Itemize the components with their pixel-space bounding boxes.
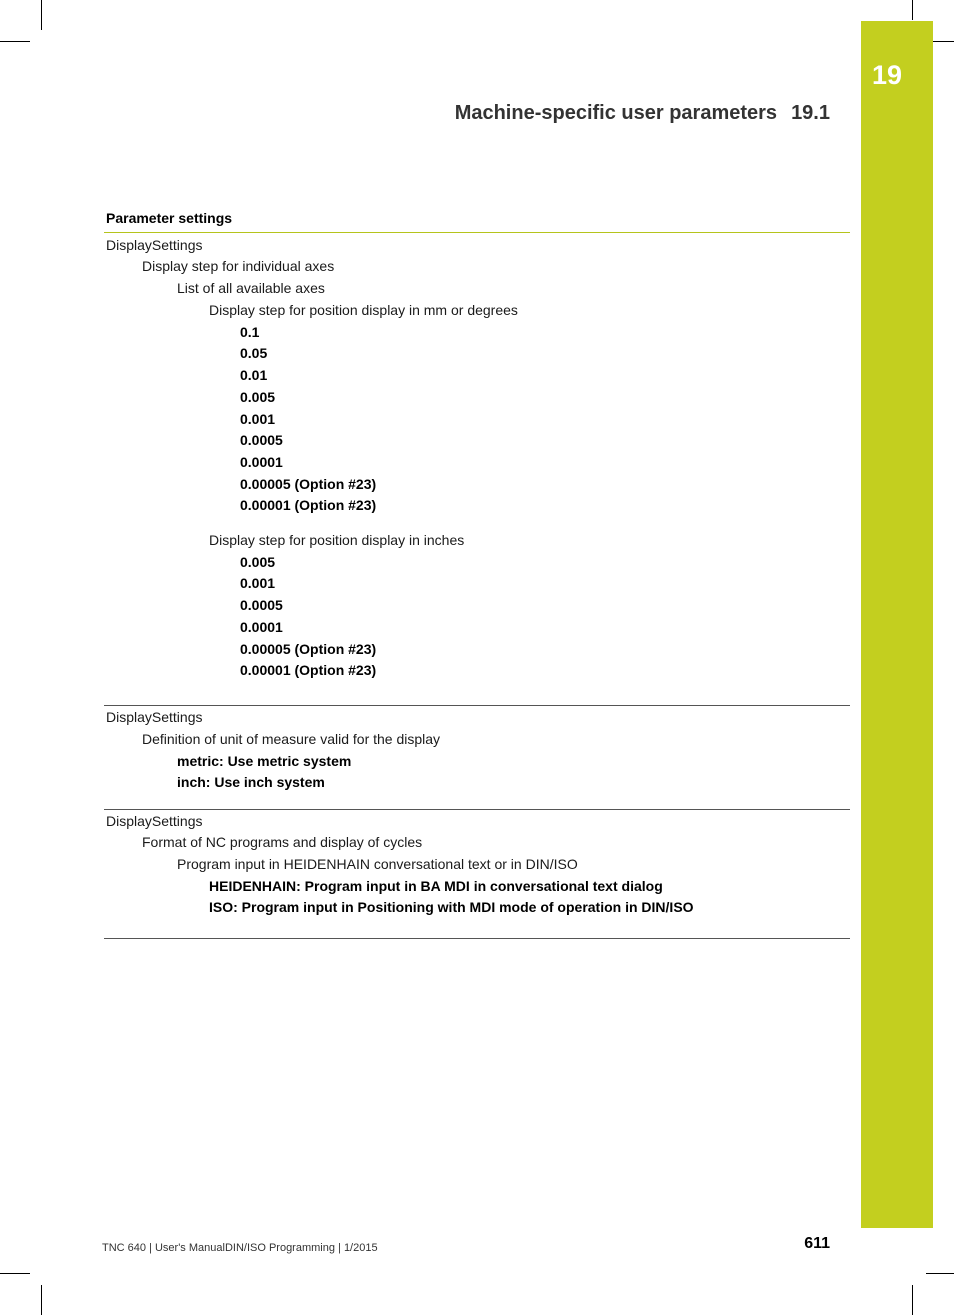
- param-value: 0.00005 (Option #23): [240, 641, 377, 657]
- param-value: 0.00001 (Option #23): [240, 662, 377, 678]
- param-description: List of all available axes: [177, 280, 325, 296]
- param-value: 0.001: [240, 575, 276, 591]
- footer-text: TNC 640 | User's ManualDIN/ISO Programming | 1/2015: [102, 1242, 378, 1254]
- param-value: 0.1: [240, 324, 260, 340]
- section-title: Parameter settings: [106, 210, 233, 226]
- chapter-number: 19: [871, 60, 903, 90]
- divider: [104, 232, 850, 233]
- param-value: metric: Use metric system: [177, 753, 352, 769]
- param-value: 0.005: [240, 389, 276, 405]
- param-description: Display step for individual axes: [142, 258, 335, 274]
- divider: [104, 705, 850, 706]
- param-value: 0.0001: [240, 454, 283, 470]
- param-name: DisplaySettings: [106, 237, 203, 253]
- crop-mark: [912, 0, 913, 20]
- header-section: 19.1: [791, 102, 830, 124]
- chapter-tab: [861, 21, 933, 1228]
- param-value: 0.005: [240, 554, 276, 570]
- param-value: 0.01: [240, 367, 268, 383]
- param-value: HEIDENHAIN: Program input in BA MDI in conversational text dialog: [209, 878, 663, 894]
- divider: [104, 809, 850, 810]
- param-description: Format of NC programs and display of cycles: [142, 834, 423, 850]
- page-header: [455, 102, 830, 125]
- param-value: 0.0001: [240, 619, 283, 635]
- param-description: Program input in HEIDENHAIN conversational text or in DIN/ISO: [177, 856, 578, 872]
- param-description: Definition of unit of measure valid for the display: [142, 731, 441, 747]
- divider: [104, 938, 850, 939]
- param-value: 0.00005 (Option #23): [240, 476, 377, 492]
- param-value: 0.0005: [240, 597, 283, 613]
- crop-mark: [41, 0, 42, 30]
- param-value: 0.00001 (Option #23): [240, 497, 377, 513]
- crop-mark: [0, 1273, 30, 1274]
- param-value: inch: Use inch system: [177, 774, 325, 790]
- param-value: 0.0005: [240, 432, 283, 448]
- crop-mark: [0, 41, 30, 42]
- param-description: Display step for position display in mm or degrees: [209, 302, 518, 318]
- page-number: 611: [804, 1235, 830, 1252]
- crop-mark: [926, 1273, 954, 1274]
- param-name: DisplaySettings: [106, 709, 203, 725]
- crop-mark: [912, 1285, 913, 1315]
- crop-mark: [41, 1285, 42, 1315]
- param-value: ISO: Program input in Positioning with MDI mode of operation in DIN/ISO: [209, 899, 694, 915]
- param-value: 0.05: [240, 345, 268, 361]
- param-value: 0.001: [240, 411, 276, 427]
- param-description: Display step for position display in inches: [209, 532, 465, 548]
- param-name: DisplaySettings: [106, 813, 203, 829]
- header-title: Machine-specific user parameters: [454, 102, 778, 124]
